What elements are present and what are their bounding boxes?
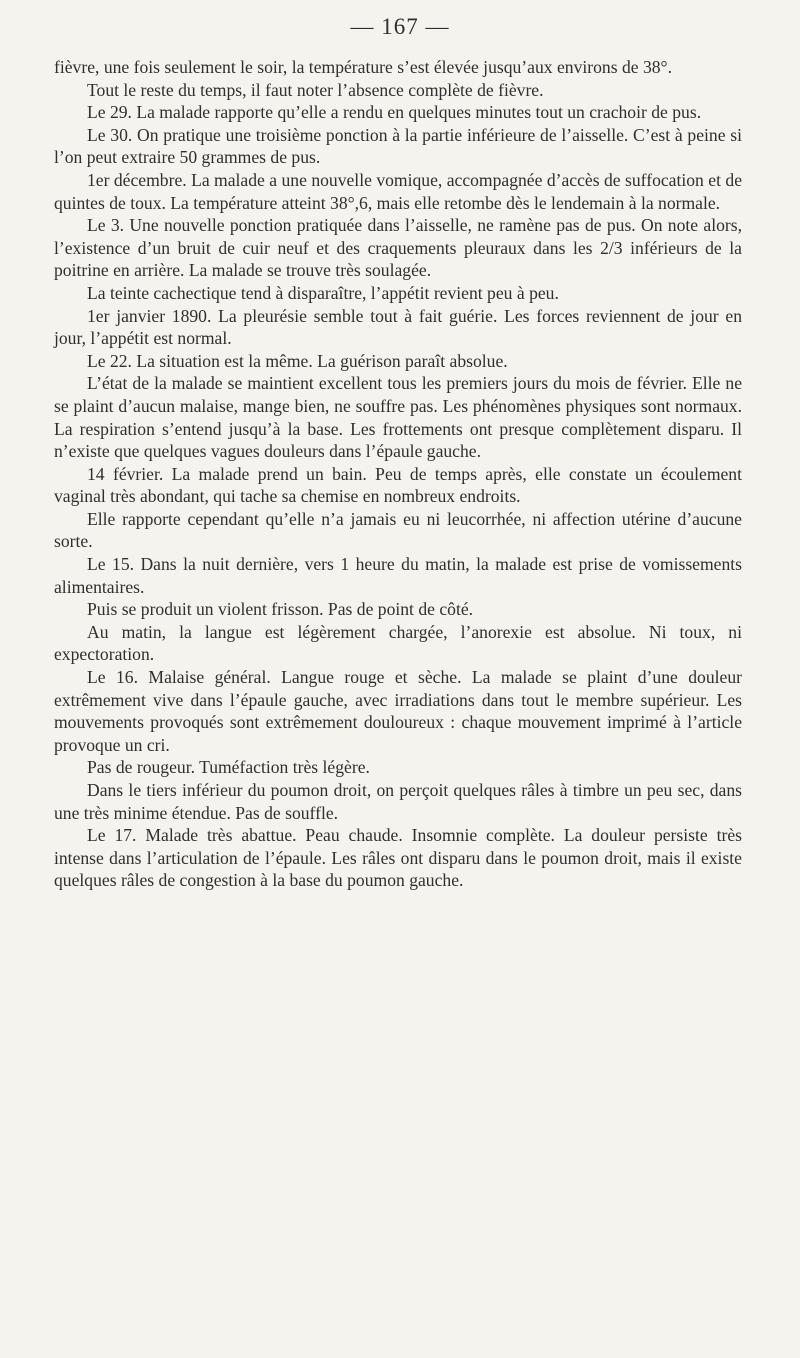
paragraph: Dans le tiers inférieur du poumon droit, on perçoit quelques râles à timbre un peu sec, dans une très minime étendue. Pas de souffle.	[54, 780, 742, 823]
page-number-header: — 167 —	[350, 14, 450, 39]
body-text	[54, 56, 742, 892]
paragraph: Le 30. On pratique une troisième ponction à la partie inférieure de l’aisselle. C’est à peine si l’on peut extraire 50 grammes de pus.	[54, 124, 742, 168]
paragraph: fièvre, une fois seulement le soir, la température s’est élevée jusqu’aux environs de 38°.	[54, 57, 672, 77]
paragraph: Le 15. Dans la nuit dernière, vers 1 heure du matin, la malade est prise de vomissements alimentaires.	[54, 554, 742, 597]
paragraph: L’état de la malade se maintient excellent tous les premiers jours du mois de février. Elle ne se plaint d’aucun malaise, mange bien, ne souffre pas. Les phénomènes physiques sont normaux. La respiration s’entend jusqu’à la base. Les frottements ont presque complètement disparu. Il n’existe que quelques vagues douleurs dans l’épaule gauche.	[54, 373, 742, 462]
paragraph: Elle rapporte cependant qu’elle n’a jamais eu ni leucorrhée, ni affection utérine d’aucune sorte.	[54, 508, 742, 552]
paragraph: 1er décembre. La malade a une nouvelle vomique, accompagnée d’accès de suffocation et de quintes de toux. La température atteint 38°,6, mais elle retombe dès le lendemain à la normale.	[54, 169, 742, 213]
paragraph: Tout le reste du temps, il faut noter l’absence complète de fièvre.	[87, 79, 544, 100]
paragraph: Au matin, la langue est légèrement chargée, l’anorexie est absolue. Ni toux, ni expectoration.	[54, 621, 742, 665]
paragraph: Puis se produit un violent frisson. Pas de point de côté.	[87, 599, 474, 620]
paragraph: Le 29. La malade rapporte qu’elle a rendu en quelques minutes tout un crachoir de pus.	[87, 102, 702, 123]
paragraph: Pas de rougeur. Tuméfaction très légère.	[87, 757, 370, 778]
paragraph: Le 3. Une nouvelle ponction pratiquée dans l’aisselle, ne ramène pas de pus. On note alors, l’existence d’un bruit de cuir neuf et des craquements pleuraux dans les 2/3 inférieurs de la poitrine en arrière. La malade se trouve très soulagée.	[54, 215, 742, 281]
paragraph: Le 17. Malade très abattue. Peau chaude. Insomnie complète. La douleur persiste très intense dans l’articulation de l’épaule. Les râles ont disparu dans le poumon droit, mais il existe quelques râles de congestion à la base du poumon gauche.	[54, 825, 742, 891]
paragraph: 14 février. La malade prend un bain. Peu de temps après, elle constate un écoulement vaginal très abondant, qui tache sa chemise en nombreux endroits.	[54, 463, 742, 507]
paragraph: 1er janvier 1890. La pleurésie semble tout à fait guérie. Les forces reviennent de jour en jour, l’appétit est normal.	[54, 305, 742, 349]
paragraph: La teinte cachectique tend à disparaître, l’appétit revient peu à peu.	[87, 282, 559, 303]
paragraph: Le 22. La situation est la même. La guérison paraît absolue.	[87, 350, 508, 371]
paragraph: Le 16. Malaise général. Langue rouge et sèche. La malade se plaint d’une douleur extrêmement vive dans l’épaule gauche, avec irradiations dans tout le membre supérieur. Les mouvements provoqués sont extrêmement douloureux : chaque mouvement imprimé à l’article provoque un cri.	[54, 667, 742, 755]
